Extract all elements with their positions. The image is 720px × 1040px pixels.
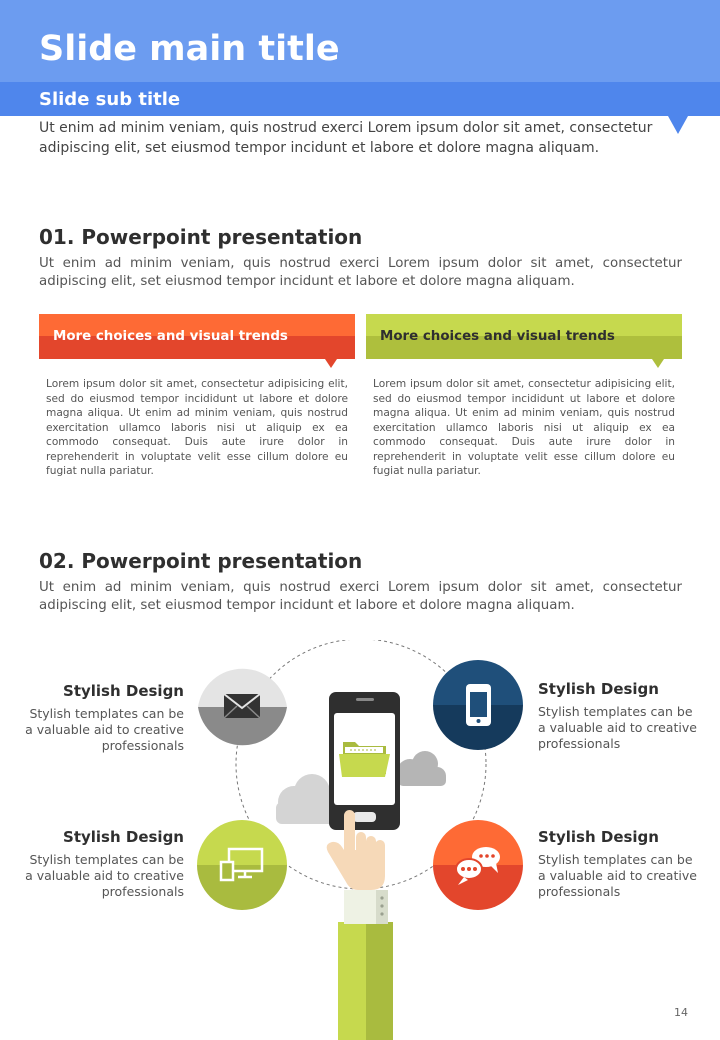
banner-orange-label: More choices and visual trends: [53, 329, 288, 344]
feature-envelope-title: Stylish Design: [63, 682, 184, 700]
envelope-icon: [224, 694, 260, 718]
phone-icon: [329, 692, 400, 830]
feature-chat-text: Stylish templates can be a valuable aid to creative professionals: [538, 852, 697, 899]
feature-circle-smartphone: [433, 660, 523, 750]
banner-green-notch: [652, 359, 664, 368]
smartphone-icon: [466, 684, 491, 726]
feature-devices-title: Stylish Design: [63, 828, 184, 846]
feature-envelope-text: Stylish templates can be a valuable aid to creative professionals: [25, 706, 184, 753]
feature-devices-text: Stylish templates can be a valuable aid to creative professionals: [25, 852, 184, 899]
section1-title: 01. Powerpoint presentation: [39, 225, 363, 249]
feature-circle-chat: [433, 820, 523, 910]
banner-orange: [39, 314, 355, 359]
feature-smartphone-title: Stylish Design: [538, 680, 659, 698]
slide-main-title: Slide main title: [39, 29, 340, 69]
page-number: 14: [674, 1006, 688, 1019]
feature-envelope: [24, 681, 184, 754]
feature-smartphone: [538, 679, 698, 752]
section1-text: Ut enim ad minim veniam, quis nostrud exerci Lorem ipsum dolor sit amet, consectetur adipiscing elit, set eiusmod tempor incidunt et labore et dolore magna aliquam.: [39, 256, 682, 289]
banner-green-label: More choices and visual trends: [380, 329, 615, 344]
slide-sub-title: Slide sub title: [39, 89, 181, 110]
intro-paragraph: Ut enim ad minim veniam, quis nostrud exerci Lorem ipsum dolor sit amet, consectetur adipiscing elit, set eiusmod tempor incidunt et labore et dolore magna aliquam.: [39, 120, 653, 156]
feature-circle-envelope: [198, 669, 287, 746]
column-right-text: Lorem ipsum dolor sit amet, consectetur adipisicing elit, sed do eiusmod tempor incididunt ut labore et dolore magna aliqua. Ut enim ad minim veniam, quis nostrud exercitation ullamco laboris nisi ut aliquip ex ea commodo consequat. Duis aute irure dolor in reprehenderit in voluptate velit esse cillum dolore eu fugiat nulla pariatur.: [373, 378, 675, 477]
feature-chat-title: Stylish Design: [538, 828, 659, 846]
column-left-text: Lorem ipsum dolor sit amet, consectetur adipisicing elit, sed do eiusmod tempor incididunt ut labore et dolore magna aliqua. Ut enim ad minim veniam, quis nostrud exercitation ullamco laboris nisi ut aliquip ex ea commodo consequat. Duis aute irure dolor in reprehenderit in voluptate velit esse cillum dolore eu fugiat nulla pariatur.: [46, 378, 348, 477]
arm-sleeve: [338, 890, 393, 1040]
section2-title: 02. Powerpoint presentation: [39, 549, 363, 573]
banner-green: [366, 314, 682, 359]
feature-circle-devices: [197, 820, 287, 910]
subtitle-band-notch: [668, 116, 688, 134]
feature-devices: [24, 827, 184, 900]
cloud-right-icon: [397, 751, 446, 786]
feature-smartphone-text: Stylish templates can be a valuable aid to creative professionals: [538, 704, 697, 751]
section2-text: Ut enim ad minim veniam, quis nostrud exerci Lorem ipsum dolor sit amet, consectetur adipiscing elit, set eiusmod tempor incidunt et labore et dolore magna aliquam.: [39, 580, 682, 613]
banner-orange-notch: [325, 359, 337, 368]
feature-chat: [538, 827, 698, 900]
